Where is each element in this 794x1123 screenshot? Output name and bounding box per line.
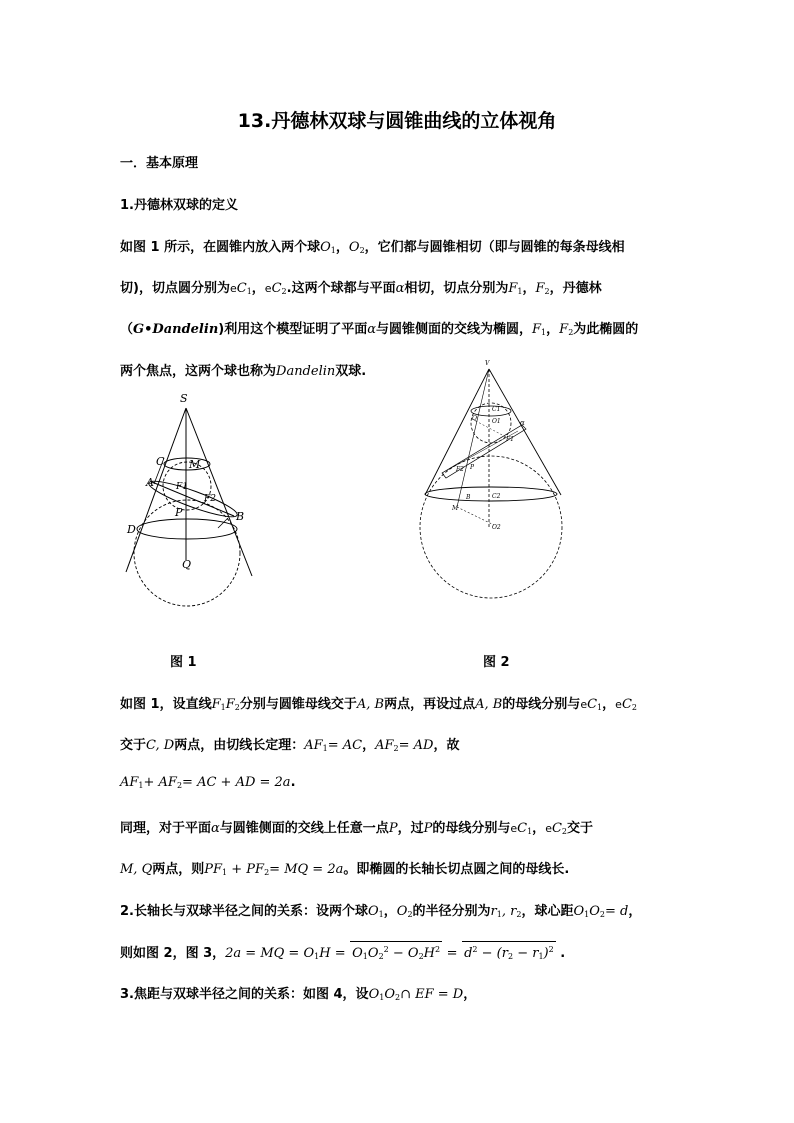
figure-1-diagram xyxy=(118,388,268,623)
subsection-3-line: 3.焦距与双球半径之间的关系：如图 4，设O1O2∩ EF = D， xyxy=(120,987,477,1002)
figure-2-caption: 图 2 xyxy=(483,655,510,670)
paragraph-line-4: 两个焦点，这两个球也称为Dandelin双球. xyxy=(120,364,367,379)
label-F1: F1 xyxy=(506,436,514,443)
label-C2: C2 xyxy=(492,493,501,500)
paragraph2-line-2: 交于C, D两点，由切线长定理：AF1= AC，AF2= AD，故 xyxy=(120,738,460,753)
label-O2: O2 xyxy=(492,524,501,531)
figure-2-diagram xyxy=(412,357,572,627)
label-B: B xyxy=(236,510,245,523)
label-P: P xyxy=(175,506,183,519)
paragraph-line-1: 如图 1 所示，在圆锥内放入两个球O1，O2，它们都与圆锥相切（即与圆锥的每条母线相 xyxy=(120,240,625,255)
label-alpha: α xyxy=(520,419,525,427)
subsection-2-line-1: 2.长轴长与双球半径之间的关系：设两个球O1，O2的半径分别为r1, r2，球心距O1O2= d， xyxy=(120,904,642,919)
label-Q: Q xyxy=(182,558,192,571)
page-title: 13.丹德林双球与圆锥曲线的立体视角 xyxy=(237,110,557,132)
figure-1-caption: 图 1 xyxy=(170,655,197,670)
paragraph2-line-3: 同理，对于平面α与圆锥侧面的交线上任意一点P，过P的母线分别与eC1，eC2交于 xyxy=(120,821,594,836)
label-B: B xyxy=(466,494,471,501)
sqrt-expression-1: $O1O2^2 - O2H^2$ xyxy=(350,941,442,964)
label-A: A xyxy=(146,476,154,489)
label-C: C xyxy=(156,455,165,468)
label-V: V xyxy=(485,360,490,367)
paragraph-line-3: （G•Dandelin)利用这个模型证明了平面α与圆锥侧面的交线为椭圆，F1，F2为此椭圆的 xyxy=(120,322,639,337)
subsection-heading-definition: 1.丹德林双球的定义 xyxy=(120,198,238,213)
label-Q: Q xyxy=(472,415,477,422)
label-F2: F2 xyxy=(204,494,216,504)
label-O1: O1 xyxy=(492,418,501,425)
sqrt-expression-2: $d^2 - (r2 - r1)^2$ xyxy=(462,941,556,964)
paragraph2-line-4: M, Q两点，则PF1 + PF2= MQ = 2a。即椭圆的长轴长切点圆之间的母线长. xyxy=(120,862,570,877)
label-P: P xyxy=(470,464,475,471)
label-M: M xyxy=(452,505,459,512)
label-S: S xyxy=(180,392,188,405)
label-F2: F2 xyxy=(456,466,464,473)
subsection-2-line-2: 则如图 2，图 3，2a = MQ = $O1H = O1O2^2 - O2H^2 = d^2 - (r2 - r1)^2$ . xyxy=(120,941,565,964)
label-F1: F1 xyxy=(176,482,188,492)
paragraph2-line-1: 如图 1，设直线F1F2分别与圆锥母线交于A, B两点，再设过点A, B的母线分别与eC1，eC2 xyxy=(120,697,637,712)
paragraph-line-2: 切)，切点圆分别为eC1，eC2.这两个球都与平面α相切，切点分别为F1，F2，丹德林 xyxy=(120,281,602,296)
paragraph2-equation: AF1+ AF2= AC + AD = 2a. xyxy=(120,775,296,790)
section-heading: 一．基本原理 xyxy=(120,156,199,171)
label-D: D xyxy=(127,523,136,536)
label-C1: C1 xyxy=(492,406,501,413)
label-M: M xyxy=(189,458,201,471)
